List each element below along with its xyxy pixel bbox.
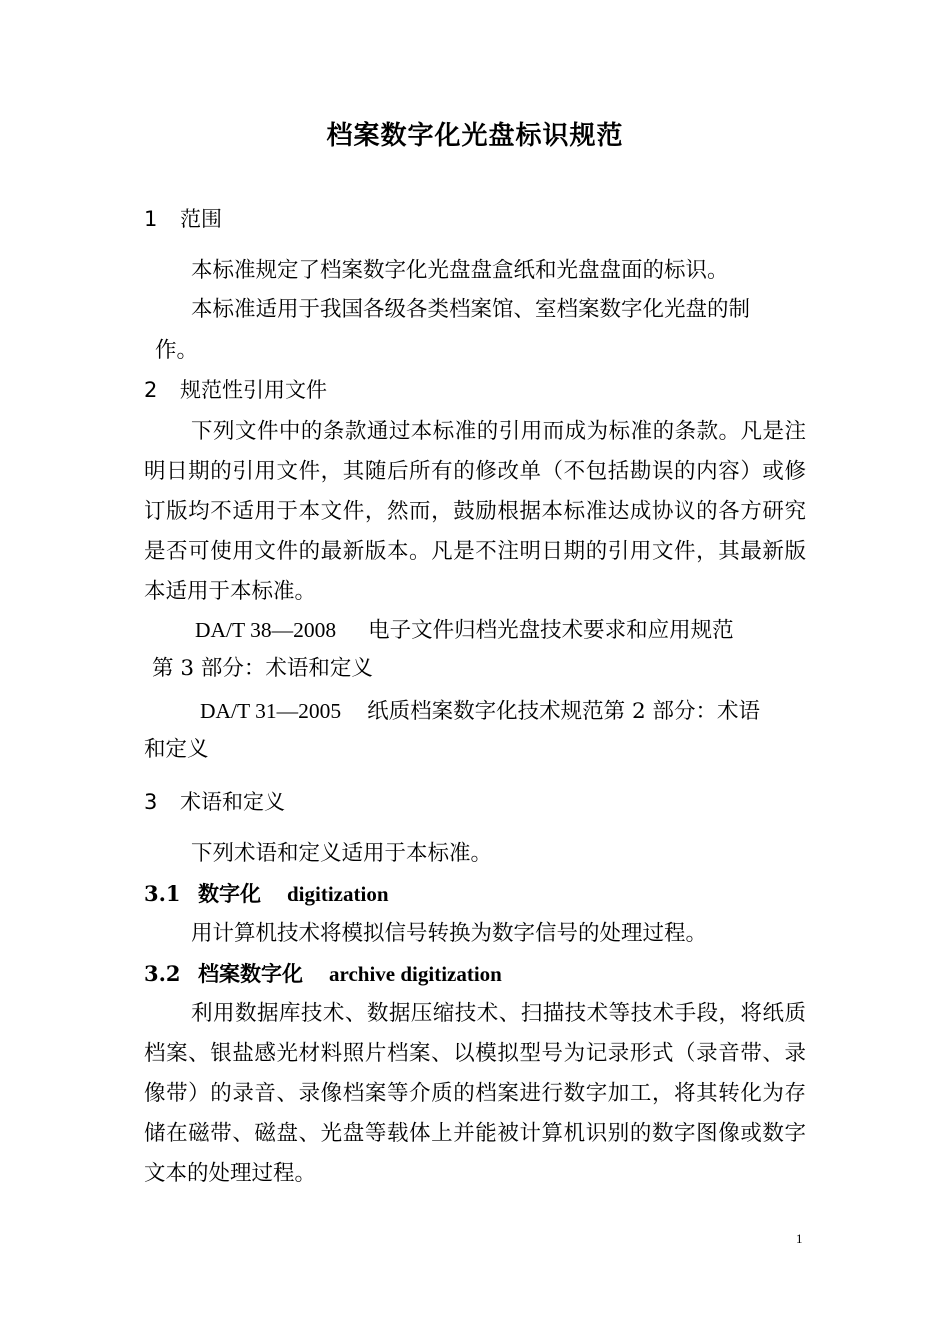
term-3-2-definition: 利用数据库技术、数据压缩技术、扫描技术等技术手段，将纸质档案、银盐感光材料照片档案、以模拟型号为记录形式（录音带、录像带）的录音、录像档案等介质的档案进行数字加工，将其转化为存储在磁带、磁盘、光盘等载体上并能被计算机识别的数字图像或数字文本的处理过程。 [144,1001,806,1186]
term-number: 3.2 [144,961,181,986]
term-3-1-definition: 用计算机技术将模拟信号转换为数字信号的处理过程。 [191,921,708,946]
reference-title: 电子文件归档光盘技术要求和应用规范 [368,618,734,643]
section-2-heading [144,375,327,405]
reference-2-cont: 和定义 [144,737,209,762]
page-number: 1 [796,1231,803,1246]
section-3-paragraph-1: 下列术语和定义适用于本标准。 [191,841,493,866]
term-zh: 数字化 [198,881,261,906]
term-en: digitization [287,882,389,906]
term-3-1-heading [144,879,389,909]
reference-code: DA/T 38—2008 [195,618,337,642]
section-number: 1 [144,207,158,231]
section-1-heading [144,204,222,234]
term-en: archive digitization [329,962,502,986]
section-number: 2 [144,378,158,402]
term-zh: 档案数字化 [198,961,303,986]
document-title: 档案数字化光盘标识规范 [326,121,624,151]
reference-1 [195,615,734,646]
reference-1-cont: 第 3 部分：术语和定义 [152,656,373,681]
section-number: 3 [144,790,158,814]
section-1-paragraph-2-cont: 作。 [155,338,199,363]
section-title: 术语和定义 [180,790,285,814]
term-number: 3.1 [144,881,181,906]
reference-title: 纸质档案数字化技术规范第 2 部分：术语 [367,699,761,724]
section-title: 规范性引用文件 [180,378,327,402]
section-1-paragraph-2: 本标准适用于我国各级各类档案馆、室档案数字化光盘的制 [191,297,751,322]
section-1-paragraph-1: 本标准规定了档案数字化光盘盘盒纸和光盘盘面的标识。 [191,258,729,283]
section-title: 范围 [180,207,222,231]
reference-2 [200,696,760,727]
term-3-2-heading [144,959,502,989]
reference-code: DA/T 31—2005 [200,699,342,723]
section-2-paragraph-1: 下列文件中的条款通过本标准的引用而成为标准的条款。凡是注明日期的引用文件，其随后所有的修改单（不包括勘误的内容）或修订版均不适用于本文件，然而，鼓励根据本标准达成协议的各方研究是否可使用文件的最新版本。凡是不注明日期的引用文件，其最新版本适用于本标准。 [144,419,806,604]
section-3-heading [144,787,285,817]
